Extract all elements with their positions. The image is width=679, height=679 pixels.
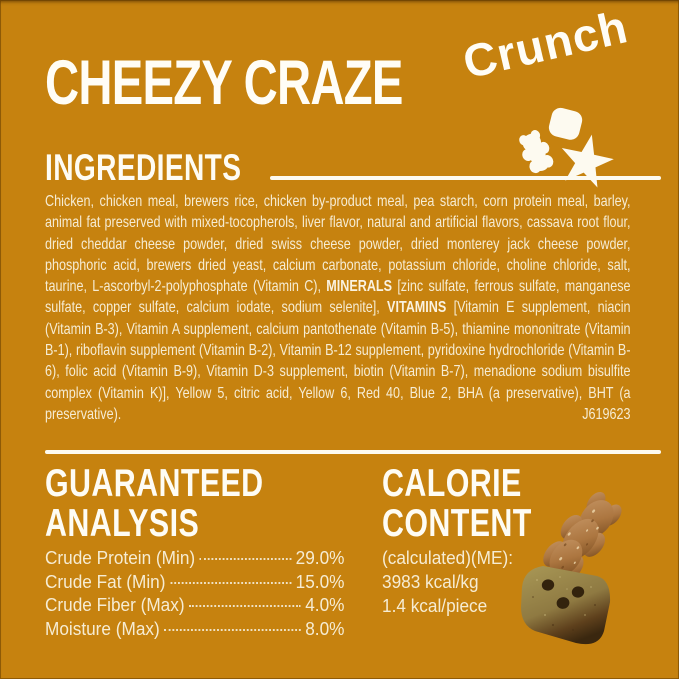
analysis-value: 8.0% (305, 617, 345, 639)
table-row (45, 594, 344, 618)
table-row (45, 547, 344, 571)
calorie-line: 3983 kcal/kg (382, 570, 479, 592)
square-treat-photo (521, 566, 610, 644)
calorie-content-heading-line2: CONTENT (382, 502, 532, 545)
gummy-bear-icon (515, 127, 558, 176)
analysis-value: 15.0% (295, 570, 345, 592)
calorie-line: 1.4 kcal/piece (382, 594, 488, 616)
guaranteed-analysis-heading (45, 464, 264, 544)
ingredients-part2: [zinc sulfate, ferrous sulfate, manganese sulfate, copper sulfate, calcium iodate, sodium selenite], (45, 278, 631, 317)
guaranteed-analysis-heading-line2: ANALYSIS (45, 502, 200, 545)
analysis-value: 29.0% (295, 547, 345, 568)
dot-leader (164, 629, 300, 631)
dot-leader (189, 605, 300, 607)
analysis-label: Crude Fat (Min) (45, 570, 166, 592)
ingredients-heading: INGREDIENTS (45, 147, 242, 188)
calorie-content-lines (382, 546, 513, 617)
table-row (45, 618, 344, 642)
vitamins-label: VITAMINS (387, 299, 447, 317)
calorie-content-heading-line1: CALORIE (382, 462, 522, 505)
ingredients-text (45, 191, 631, 425)
dot-leader (170, 582, 291, 584)
analysis-label: Moisture (Max) (45, 617, 160, 639)
ingredients-part3: [Vitamin E supplement, niacin (Vitamin B-3), Vitamin A supplement, calcium pantothenate (Vitamin B-5), thiamine mononitrate (Vitamin B-1), riboflavin supplement (Vitamin B-2), Vitamin B-12 supplement, pyridoxine hydrochloride (Vitamin B-6), folic acid (Vitamin B-9), Vitamin D-3 supplement, biotin (Vitamin B-7), menadione sodium bisulfite complex (Vitamin K)], Yellow 5, citric acid, Yellow 6, Red 40, Blue 2, BHA (a preservative), BHT (a preservative). (45, 299, 631, 423)
treat-icons-cluster (512, 98, 668, 194)
guaranteed-analysis-table (45, 547, 344, 641)
product-title: CHEEZY CRAZE (45, 48, 403, 118)
dot-leader (200, 558, 291, 560)
section-divider (45, 450, 661, 454)
analysis-label: Crude Protein (Min) (45, 547, 196, 568)
product-subtitle: Crunch (458, 0, 633, 89)
product-code: J619623 (582, 405, 631, 423)
analysis-value: 4.0% (305, 594, 345, 615)
table-row (45, 571, 344, 595)
minerals-label: MINERALS (326, 278, 393, 296)
treats-photo (505, 465, 679, 679)
ingredients-part1: Chicken, chicken meal, brewers rice, chicken by-product meal, pea starch, corn protein meal, barley, animal fat preserved with mixed-tocopherols, liver flavor, natural and artificial flavors, cassava root flour, dried cheddar cheese powder, dried swiss cheese powder, dried monterey jack cheese powder, phosphoric acid, brewers dried yeast, calcium carbonate, potassium chloride, choline chloride, salt, taurine, L-ascorbyl-2-polyphosphate (Vitamin C), (45, 193, 631, 296)
guaranteed-analysis-heading-line1: GUARANTEED (45, 462, 264, 505)
calorie-line: (calculated)(ME): (382, 547, 513, 568)
square-treat-icon (547, 106, 584, 142)
analysis-label: Crude Fiber (Max) (45, 594, 185, 615)
